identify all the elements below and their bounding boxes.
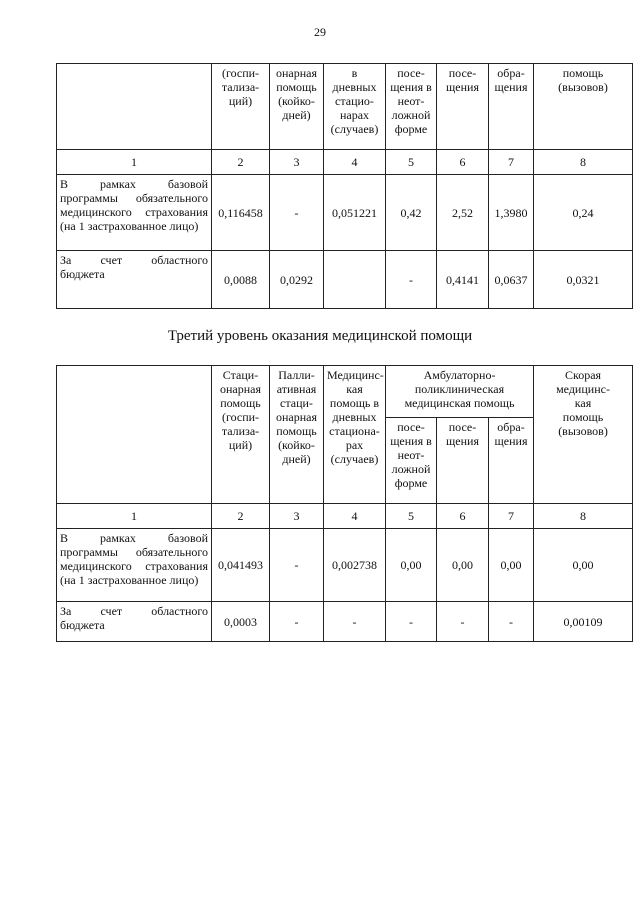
cell-value: 0,00 [437, 529, 489, 602]
table-row [57, 175, 633, 251]
column-number: 2 [212, 150, 270, 175]
column-number-row [57, 504, 633, 529]
table-row [57, 602, 633, 642]
header-group-ambulatory: Амбулаторно- поликлиническая медицинская помощь [386, 366, 534, 418]
table-header-row [57, 64, 633, 150]
cell-value: - [489, 602, 534, 642]
page-number: 29 [314, 25, 326, 39]
table-third-level [56, 365, 633, 642]
section-title: Третий уровень оказания медицинской помощи [167, 328, 473, 344]
cell-value: - [437, 602, 489, 642]
header-cell: посе- щения в неот- ложной форме [386, 64, 437, 150]
row-label: В рамках базовой программы обязательного медицинского страхования (на 1 застрахованное лицо) [57, 175, 212, 251]
cell-value: 0,00109 [534, 602, 633, 642]
table-header-row [57, 366, 633, 418]
row-label: В рамках базовой программы обязательного медицинского страхования (на 1 застрахованное лицо) [57, 529, 212, 602]
cell-value: - [270, 175, 324, 251]
header-cell: обра- щения [489, 418, 534, 504]
cell-value: 0,00 [534, 529, 633, 602]
cell-value: 0,041493 [212, 529, 270, 602]
cell-value: 1,3980 [489, 175, 534, 251]
column-number-row [57, 150, 633, 175]
table-row [57, 529, 633, 602]
column-number: 5 [386, 504, 437, 529]
header-cell: Скорая медицинс- кая помощь (вызовов) [534, 366, 633, 504]
header-cell: посе- щения [437, 418, 489, 504]
cell-value: 0,0088 [212, 251, 270, 309]
column-number: 8 [534, 150, 633, 175]
cell-value: 0,051221 [324, 175, 386, 251]
cell-value: 0,42 [386, 175, 437, 251]
cell-value: - [324, 602, 386, 642]
column-number: 8 [534, 504, 633, 529]
cell-value: - [386, 251, 437, 309]
column-number: 1 [57, 504, 212, 529]
column-number: 5 [386, 150, 437, 175]
header-cell: в дневных стацио- нарах (случаев) [324, 64, 386, 150]
column-number: 6 [437, 150, 489, 175]
cell-value: - [270, 529, 324, 602]
column-number: 4 [324, 504, 386, 529]
column-number: 7 [489, 150, 534, 175]
cell-value: 2,52 [437, 175, 489, 251]
column-number: 6 [437, 504, 489, 529]
row-label: За счет областного бюджета [57, 602, 212, 642]
cell-value: 0,0637 [489, 251, 534, 309]
column-number: 3 [270, 504, 324, 529]
cell-value: 0,00 [386, 529, 437, 602]
header-cell: посе- щения в неот- ложной форме [386, 418, 437, 504]
cell-value: - [386, 602, 437, 642]
header-cell: Палли- ативная стаци- онарная помощь (койко- дней) [270, 366, 324, 504]
header-cell: (госпи- тализа- ций) [212, 64, 270, 150]
cell-value: 0,0321 [534, 251, 633, 309]
header-cell: Медицинс- кая помощь в дневных стациона- рах (случаев) [324, 366, 386, 504]
column-number: 1 [57, 150, 212, 175]
cell-value: 0,116458 [212, 175, 270, 251]
header-cell: Стаци- онарная помощь (госпи- тализа- ций) [212, 366, 270, 504]
header-cell-empty [57, 64, 212, 150]
table-row [57, 251, 633, 309]
cell-value: - [270, 602, 324, 642]
column-number: 3 [270, 150, 324, 175]
column-number: 4 [324, 150, 386, 175]
cell-value [324, 251, 386, 309]
row-label: За счет областного бюджета [57, 251, 212, 309]
column-number: 2 [212, 504, 270, 529]
column-number: 7 [489, 504, 534, 529]
cell-value: 0,002738 [324, 529, 386, 602]
header-cell: обра- щения [489, 64, 534, 150]
header-cell-empty [57, 366, 212, 504]
cell-value: 0,24 [534, 175, 633, 251]
table-second-level-continued [56, 63, 633, 309]
cell-value: 0,0003 [212, 602, 270, 642]
cell-value: 0,4141 [437, 251, 489, 309]
header-cell: посе- щения [437, 64, 489, 150]
cell-value: 0,0292 [270, 251, 324, 309]
header-cell: онарная помощь (койко- дней) [270, 64, 324, 150]
header-cell: помощь (вызовов) [534, 64, 633, 150]
cell-value: 0,00 [489, 529, 534, 602]
